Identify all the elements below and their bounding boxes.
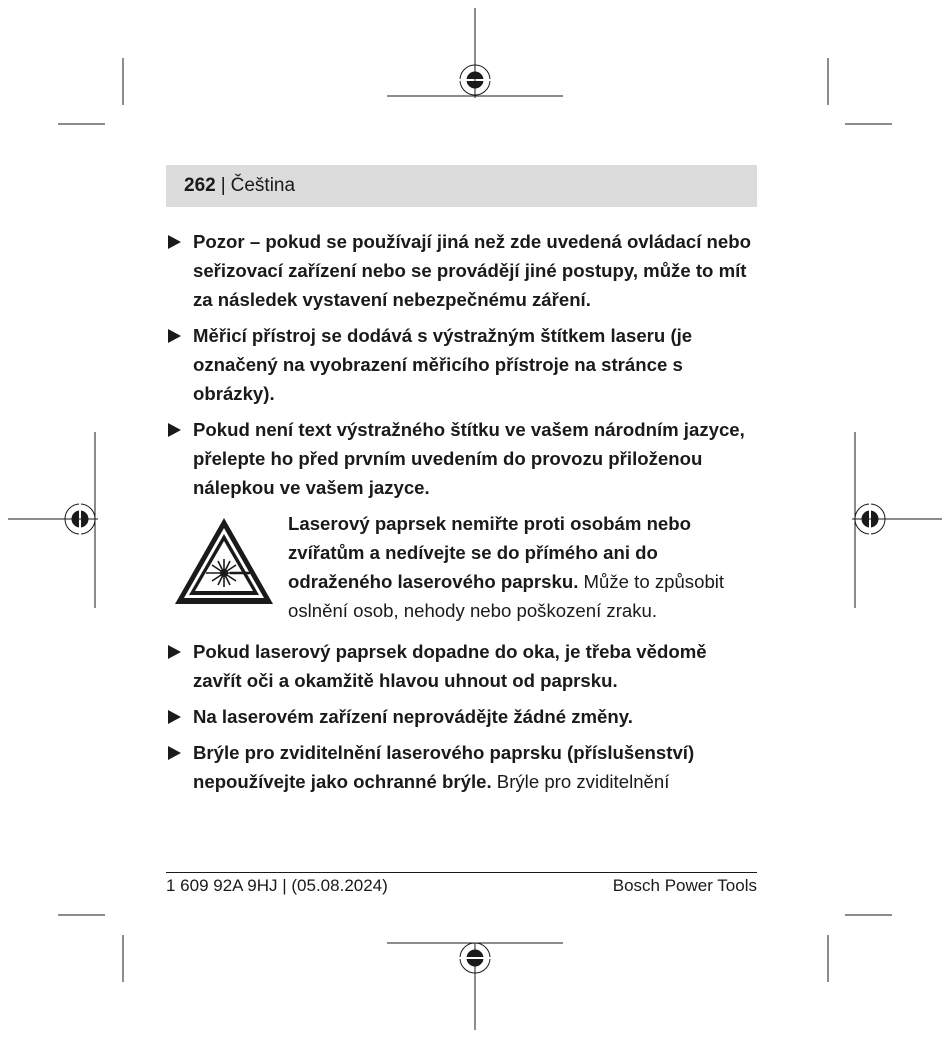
page-number: 262 bbox=[184, 175, 216, 196]
header-separator: | bbox=[220, 175, 226, 196]
bullet-bold-text: Pokud není text výstražného štítku ve vašem národním jazyce, přelepte ho před prvním uvedením do provozu přiloženou nálepkou ve vašem jazyce. bbox=[193, 419, 745, 498]
safety-bullet bbox=[166, 415, 760, 502]
safety-bullet bbox=[166, 702, 760, 731]
bullet-arrow-icon bbox=[168, 329, 181, 343]
bullet-bold-text: Měřicí přístroj se dodává s výstražným štítkem laseru (je označený na vyobrazení měřicího přístroje na stránce s obrázky). bbox=[193, 325, 693, 404]
bullet-normal-text: Brýle pro zviditelnění bbox=[491, 771, 670, 792]
safety-bullet bbox=[166, 738, 760, 796]
bullet-arrow-icon bbox=[168, 710, 181, 724]
bullet-arrow-icon bbox=[168, 645, 181, 659]
bullet-bold-text: Pokud laserový paprsek dopadne do oka, je třeba vědomě zavřít oči a okamžitě hlavou uhnout od paprsku. bbox=[193, 641, 707, 691]
safety-bullet bbox=[166, 227, 760, 314]
laser-warning-block bbox=[166, 509, 760, 629]
bullet-arrow-icon bbox=[168, 235, 181, 249]
page-header bbox=[166, 165, 757, 207]
registration-mark-left bbox=[8, 432, 98, 608]
bullet-arrow-icon bbox=[168, 423, 181, 437]
warning-normal-text: Může to způsobit oslnění osob, nehody nebo poškození zraku. bbox=[288, 571, 725, 621]
document-code: 1 609 92A 9HJ | (05.08.2024) bbox=[166, 876, 388, 895]
bullet-arrow-icon bbox=[168, 746, 181, 760]
section-language: Čeština bbox=[230, 175, 296, 196]
registration-mark-right bbox=[852, 432, 942, 608]
bullet-bold-text: Brýle pro zviditelnění laserového paprsku (příslušenství) nepoužívejte jako ochranné brýle. bbox=[193, 742, 695, 792]
footer-divider bbox=[166, 872, 757, 873]
registration-mark-bottom bbox=[387, 943, 563, 1030]
safety-bullet bbox=[166, 321, 760, 408]
safety-bullet bbox=[166, 637, 760, 695]
safety-instructions bbox=[166, 227, 760, 803]
bullet-bold-text: Pozor – pokud se používají jiná než zde uvedená ovládací nebo seřizovací zařízení nebo se provádějí jiné postupy, může to mít za následek vystavení nebezpečnému záření. bbox=[193, 231, 751, 310]
bullet-bold-text: Na laserovém zařízení neprovádějte žádné změny. bbox=[193, 706, 633, 727]
registration-mark-top bbox=[387, 8, 563, 98]
warning-bold-text: Laserový paprsek nemiřte proti osobám nebo zvířatům a nedívejte se do přímého ani do odraženého laserového paprsku. bbox=[288, 513, 691, 592]
page-footer bbox=[166, 876, 757, 896]
laser-warning-icon bbox=[172, 515, 276, 607]
brand-name: Bosch Power Tools bbox=[612, 876, 757, 895]
